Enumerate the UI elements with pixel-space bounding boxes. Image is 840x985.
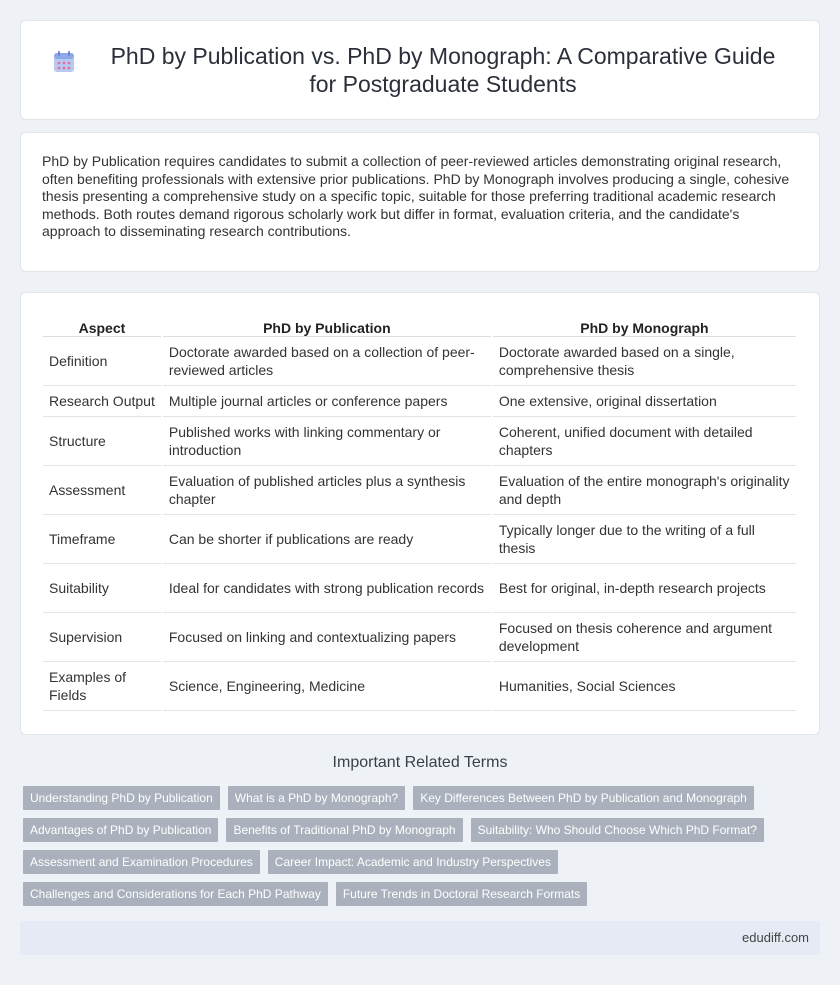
table-cell: Typically longer due to the writing of a full thesis (493, 515, 796, 564)
related-term-link[interactable]: Key Differences Between PhD by Publication and Monograph (413, 786, 754, 810)
related-term-link[interactable]: Understanding PhD by Publication (23, 786, 220, 810)
table-row (43, 662, 796, 711)
related-terms (23, 786, 823, 914)
table-cell: Focused on linking and contextualizing papers (163, 613, 491, 662)
column-header: PhD by Publication (163, 313, 491, 337)
comparison-card (20, 292, 820, 735)
table-cell: Suitability (43, 564, 161, 613)
related-term-link[interactable]: Advantages of PhD by Publication (23, 818, 218, 842)
table-cell: Can be shorter if publications are ready (163, 515, 491, 564)
table-cell: Doctorate awarded based on a collection of peer-reviewed articles (163, 337, 491, 386)
table-cell: Humanities, Social Sciences (493, 662, 796, 711)
related-terms-title: Important Related Terms (332, 754, 508, 771)
site-link[interactable]: edudiff.com (742, 930, 809, 945)
column-header: Aspect (43, 313, 161, 337)
table-row (43, 564, 796, 613)
chip-row (23, 850, 823, 874)
table-row (43, 466, 796, 515)
table-cell: One extensive, original dissertation (493, 386, 796, 417)
table-cell: Examples of Fields (43, 662, 161, 711)
table-cell: Definition (43, 337, 161, 386)
table-cell: Focused on thesis coherence and argument development (493, 613, 796, 662)
related-term-link[interactable]: Suitability: Who Should Choose Which PhD Format? (471, 818, 764, 842)
related-term-link[interactable]: Challenges and Considerations for Each PhD Pathway (23, 882, 328, 906)
intro-card (20, 132, 820, 272)
chip-row (23, 786, 823, 810)
page-title: PhD by Publication vs. PhD by Monograph: A Comparative Guide for Postgraduate Students (110, 43, 776, 97)
related-term-link[interactable]: Career Impact: Academic and Industry Perspectives (268, 850, 558, 874)
related-term-link[interactable]: Future Trends in Doctoral Research Formats (336, 882, 587, 906)
table-row (43, 417, 796, 466)
header-card (20, 20, 820, 120)
table-row (43, 515, 796, 564)
table-cell: Best for original, in-depth research projects (493, 564, 796, 613)
table-cell: Doctorate awarded based on a single, comprehensive thesis (493, 337, 796, 386)
table-cell: Research Output (43, 386, 161, 417)
table-row (43, 386, 796, 417)
related-term-link[interactable]: Benefits of Traditional PhD by Monograph (226, 818, 462, 842)
table-cell: Science, Engineering, Medicine (163, 662, 491, 711)
table-cell: Multiple journal articles or conference papers (163, 386, 491, 417)
table-row (43, 613, 796, 662)
chip-row (23, 818, 823, 842)
table-cell: Published works with linking commentary or introduction (163, 417, 491, 466)
related-term-link[interactable]: What is a PhD by Monograph? (228, 786, 405, 810)
table-cell: Assessment (43, 466, 161, 515)
table-row (43, 337, 796, 386)
related-term-link[interactable]: Assessment and Examination Procedures (23, 850, 260, 874)
table-cell: Evaluation of the entire monograph's originality and depth (493, 466, 796, 515)
table-cell: Evaluation of published articles plus a synthesis chapter (163, 466, 491, 515)
table-cell: Ideal for candidates with strong publication records (163, 564, 491, 613)
comparison-table (41, 313, 798, 711)
table-cell: Structure (43, 417, 161, 466)
calendar-icon (52, 50, 76, 74)
table-cell: Coherent, unified document with detailed chapters (493, 417, 796, 466)
table-cell: Supervision (43, 613, 161, 662)
table-header-row (43, 313, 796, 337)
chip-row (23, 882, 823, 906)
footer (20, 921, 820, 955)
column-header: PhD by Monograph (493, 313, 796, 337)
table-cell: Timeframe (43, 515, 161, 564)
intro-text: PhD by Publication requires candidates to submit a collection of peer-reviewed articles demonstrating original research, often benefiting professionals with extensive prior publications. PhD by Monograph involves producing a single, cohesive thesis presenting a comprehensive study on a specific topic, suitable for those preferring traditional academic research methods. Both routes demand rigorous scholarly work but differ in format, evaluation criteria, and the candidate's approach to disseminating research contributions. (42, 153, 790, 240)
